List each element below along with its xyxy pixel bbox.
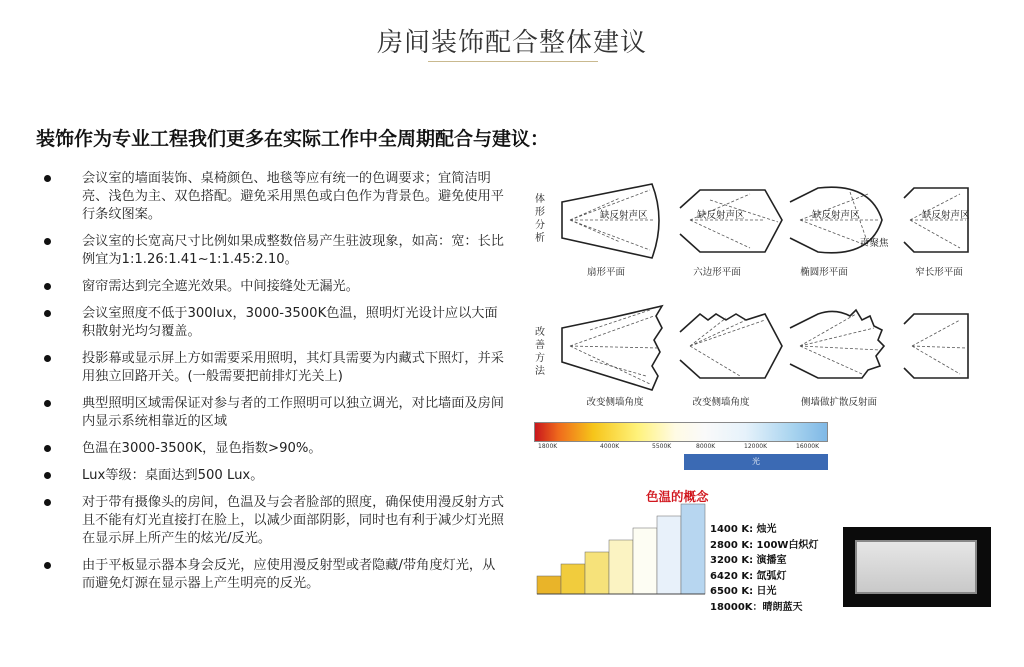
color-temp-column bbox=[681, 504, 705, 594]
spectrum-scale bbox=[534, 441, 828, 453]
zone-label: 缺反射声区 bbox=[812, 210, 860, 221]
color-temp-item: 6500 K: 日光 bbox=[710, 586, 777, 597]
title-underline bbox=[428, 61, 598, 62]
caption-hexagon: 六边形平面 bbox=[693, 267, 741, 278]
bullet-icon bbox=[44, 562, 51, 569]
list-item-text: 会议室照度不低于300lux，3000-3500K色温，照明灯光设计应以大面积散射光均匀覆盖。 bbox=[82, 306, 498, 339]
bullet-icon bbox=[44, 310, 51, 317]
color-temperature-spectrum bbox=[534, 422, 828, 442]
hexagon-improved bbox=[680, 314, 782, 378]
list-item-text: 色温在3000-3500K，显色指数>90%。 bbox=[82, 441, 322, 456]
color-temp-column bbox=[609, 540, 633, 594]
color-temp-item: 3200 K: 演播室 bbox=[710, 555, 787, 566]
spectrum-tick: 8000K bbox=[696, 443, 716, 450]
room-shape-diagram bbox=[550, 180, 980, 412]
bullet-icon bbox=[44, 238, 51, 245]
list-item bbox=[44, 170, 506, 224]
color-temp-item: 18000K：晴朗蓝天 bbox=[710, 601, 803, 613]
list-item bbox=[44, 233, 506, 269]
color-temp-column bbox=[633, 528, 657, 594]
list-item bbox=[44, 467, 506, 485]
color-temp-item: 6420 K: 氙弧灯 bbox=[710, 570, 787, 582]
list-item bbox=[44, 557, 506, 593]
list-item-text: 会议室的长宽高尺寸比例如果成整数倍易产生驻波现象，如高：宽：长比例宜为1:1.26:1.41~1:1.45:2.10。 bbox=[82, 234, 504, 267]
color-temp-column bbox=[537, 576, 561, 594]
fan-shape-plan bbox=[562, 184, 659, 258]
bullet-icon bbox=[44, 472, 51, 479]
list-item-text: 会议室的墙面装饰、桌椅颜色、地毯等应有统一的色调要求；宜简洁明亮、浅色为主、双色搭配。避免采用黑色或白色作为背景色。避免使用平行条纹图案。 bbox=[82, 171, 504, 222]
hexagon-plan bbox=[680, 190, 782, 252]
color-temp-item: 2800 K: 100W白炽灯 bbox=[710, 539, 819, 551]
list-item bbox=[44, 278, 506, 296]
caption-improve-3: 侧墙做扩散反射面 bbox=[800, 397, 877, 408]
spectrum-tick: 12000K bbox=[744, 443, 768, 450]
zone-label: 缺反射声区 bbox=[922, 210, 970, 221]
spectrum-tick: 5500K bbox=[652, 443, 672, 450]
color-temp-list bbox=[710, 522, 818, 615]
bullet-icon bbox=[44, 400, 51, 407]
color-temp-item: 1400 K: 烛光 bbox=[710, 524, 777, 535]
list-item bbox=[44, 350, 506, 386]
zone-label: 缺反射声区 bbox=[697, 210, 745, 221]
focus-label: 声聚焦 bbox=[860, 238, 889, 249]
spectrum-tick: 16000K bbox=[796, 443, 820, 450]
panel-light-surface bbox=[855, 540, 977, 594]
list-item-text: 窗帘需达到完全遮光效果。中间接缝处无漏光。 bbox=[82, 279, 359, 294]
caption-narrow: 窄长形平面 bbox=[915, 267, 963, 278]
list-item bbox=[44, 395, 506, 431]
recommendation-list bbox=[44, 170, 506, 602]
list-item bbox=[44, 305, 506, 341]
bullet-icon bbox=[44, 445, 51, 452]
list-item-text: Lux等级：桌面达到500 Lux。 bbox=[82, 468, 264, 483]
color-temp-column bbox=[561, 564, 585, 594]
bullet-icon bbox=[44, 175, 51, 182]
list-item bbox=[44, 440, 506, 458]
row-label-improvement: 改善方法 bbox=[535, 327, 545, 377]
caption-fan: 扇形平面 bbox=[586, 267, 625, 278]
light-bar: 光 bbox=[684, 454, 828, 470]
zone-label: 缺反射声区 bbox=[600, 210, 648, 221]
caption-improve-2: 改变侧墙角度 bbox=[692, 397, 750, 408]
list-item-text: 投影幕或显示屏上方如需要采用照明，其灯具需要为内藏式下照灯，并采用独立回路开关。(一般需要把前排灯光关上) bbox=[82, 351, 504, 384]
panel-light-image bbox=[843, 527, 991, 607]
spectrum-tick: 1800K bbox=[538, 443, 558, 450]
section-subtitle: 装饰作为专业工程我们更多在实际工作中全周期配合与建议： bbox=[36, 128, 550, 150]
bullet-icon bbox=[44, 499, 51, 506]
bullet-icon bbox=[44, 355, 51, 362]
color-temp-title: 色温的概念 bbox=[646, 489, 709, 504]
bullet-icon bbox=[44, 283, 51, 290]
caption-ellipse: 椭圆形平面 bbox=[800, 267, 848, 278]
caption-improve-1: 改变侧墙角度 bbox=[586, 397, 644, 408]
ellipse-improved bbox=[790, 310, 884, 378]
color-temp-column bbox=[657, 516, 681, 594]
row-label-analysis: 体形分析 bbox=[535, 194, 545, 244]
list-item-text: 典型照明区域需保证对参与者的工作照明可以独立调光，对比墙面及房间内显示系统相靠近的区域 bbox=[82, 396, 504, 429]
list-item-text: 对于带有摄像头的房间，色温及与会者脸部的照度，确保使用漫反射方式且不能有灯光直接打在脸上，以减少面部阴影，同时也有利于减少灯光照在显示屏上所产生的炫光/反光。 bbox=[82, 495, 504, 546]
color-temp-column bbox=[585, 552, 609, 594]
spectrum-tick: 4000K bbox=[600, 443, 620, 450]
color-temp-chart bbox=[535, 503, 707, 595]
page-title: 房间装饰配合整体建议 bbox=[376, 28, 647, 58]
list-item-text: 由于平板显示器本身会反光，应使用漫反射型或者隐藏/带角度灯光，从而避免灯源在显示器上产生明亮的反光。 bbox=[82, 558, 496, 591]
list-item bbox=[44, 494, 506, 548]
